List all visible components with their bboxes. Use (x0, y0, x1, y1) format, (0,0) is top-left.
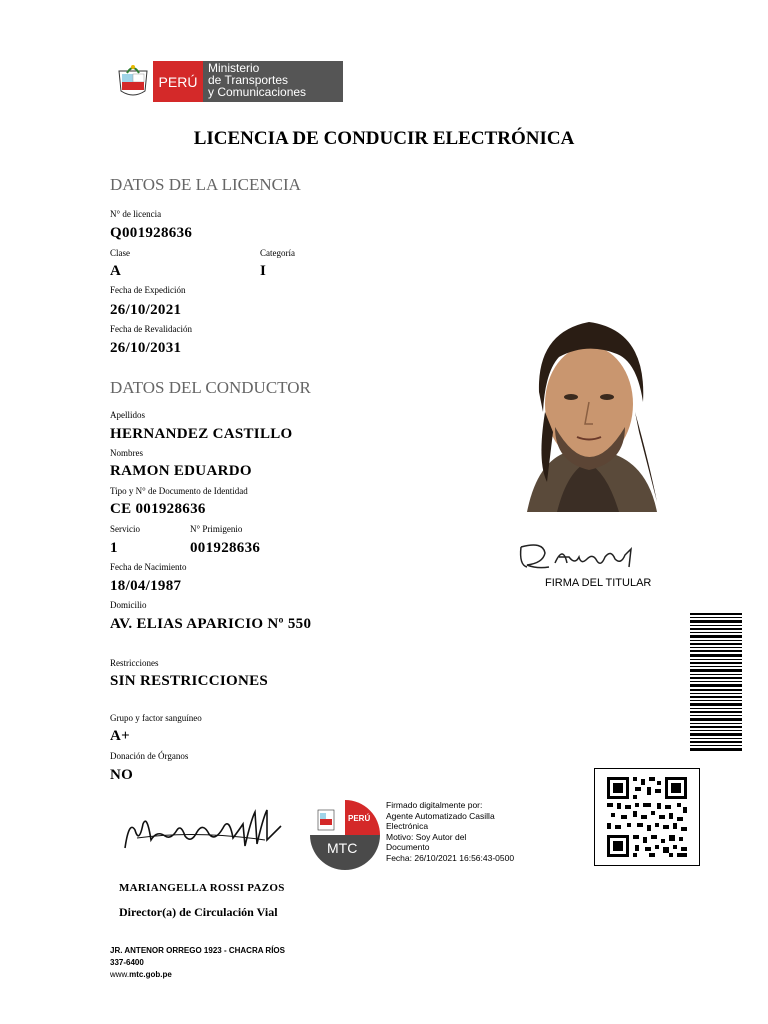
id-document-label: Tipo y N° de Documento de Identidad (110, 486, 248, 496)
names-label: Nombres (110, 448, 143, 458)
license-number-label: N° de licencia (110, 209, 162, 219)
license-section-heading: DATOS DE LA LICENCIA (110, 175, 301, 194)
blood-type: A+ (110, 728, 130, 744)
original-number: 001928636 (190, 540, 261, 556)
original-number-label: N° Primigenio (190, 524, 243, 534)
revalidation-date-label: Fecha de Revalidación (110, 324, 192, 334)
issue-date-label: Fecha de Expedición (110, 285, 186, 295)
mtc-logo (310, 800, 380, 870)
id-document: CE 001928636 (110, 501, 206, 517)
address-label: Domicilio (110, 600, 147, 610)
driver-photo (507, 312, 669, 512)
surnames-label: Apellidos (110, 410, 145, 420)
holder-signature (515, 535, 655, 575)
peru-label: PERÚ (153, 61, 203, 102)
names: RAMON EDUARDO (110, 463, 252, 479)
holder-signature-caption: FIRMA DEL TITULAR (545, 577, 652, 589)
license-category: I (260, 263, 267, 279)
organ-donation: NO (110, 767, 134, 783)
service-label: Servicio (110, 524, 140, 534)
driver-section-heading: DATOS DEL CONDUCTOR (110, 378, 311, 397)
restrictions: SIN RESTRICCIONES (110, 673, 269, 689)
footer-phone: 337-6400 (110, 958, 144, 967)
digital-signature-info: Firmado digitalmente por: Agente Automatizado Casilla Electrónica Motivo: Soy Autor del Documento Fecha: 26/10/2021 16:56:43-0500 (386, 800, 515, 863)
birth-date-label: Fecha de Nacimiento (110, 562, 187, 572)
footer-address: JR. ANTENOR ORREGO 1923 - CHACRA RÍOS (110, 946, 285, 955)
qr-code (594, 768, 700, 866)
restrictions-label: Restricciones (110, 658, 159, 668)
class-label: Clase (110, 248, 130, 258)
birth-date: 18/04/1987 (110, 578, 182, 594)
service: 1 (110, 540, 118, 556)
footer-website[interactable]: www.mtc.gob.pe (110, 970, 172, 979)
document-title: LICENCIA DE CONDUCIR ELECTRÓNICA (193, 128, 575, 149)
coat-of-arms-icon (113, 61, 153, 102)
organ-donation-label: Donación de Órganos (110, 751, 189, 761)
mtc-acronym: MTC (327, 840, 358, 856)
issue-date: 26/10/2021 (110, 302, 182, 318)
mtc-peru-label: PERÚ (348, 814, 371, 823)
ministry-name: Ministerio de Transportes y Comunicaciones (208, 61, 307, 99)
barcode (690, 613, 742, 752)
revalidation-date: 26/10/2031 (110, 340, 182, 356)
license-class: A (110, 263, 122, 279)
license-number: Q001928636 (110, 225, 193, 241)
blood-type-label: Grupo y factor sanguíneo (110, 713, 202, 723)
director-name: MARIANGELLA ROSSI PAZOS (119, 882, 285, 894)
address: AV. ELIAS APARICIO Nº 550 (110, 616, 312, 632)
category-label: Categoría (260, 248, 295, 258)
director-role: Director(a) de Circulación Vial (119, 905, 278, 919)
director-signature (115, 800, 290, 860)
surnames: HERNANDEZ CASTILLO (110, 426, 293, 442)
